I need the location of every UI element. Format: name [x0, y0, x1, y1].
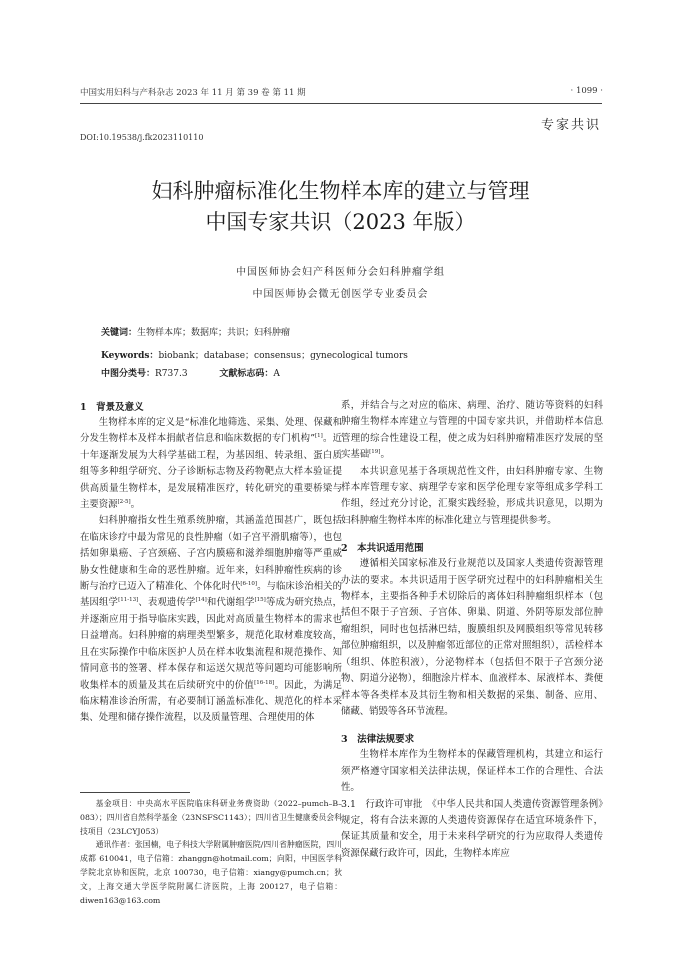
page-subtitle: 中国专家共识（2023 年版）	[205, 210, 476, 234]
citation-marker: [6-10]	[240, 580, 258, 587]
citation-marker: [2-5]	[117, 498, 131, 505]
header-rule	[80, 103, 602, 104]
doi: DOI:10.19538/j.fk2023110110	[80, 133, 204, 142]
keywords-cn-value: 生物样本库；数据库；共识；妇科肿瘤	[137, 328, 291, 338]
citation-marker: [14]	[195, 597, 207, 604]
section-1-paragraph-2: 妇科肿瘤指女性生殖系统肿瘤，其涵盖范围甚广，既包括在临床诊疗中最为常见的良性肿瘤（如子宫平滑肌瘤等），也包括如卵巢癌、子宫颈癌、子宫内膜癌和滋养细胞肿瘤等严重威胁女性健康和生命的恶性肿瘤。近年来，妇科肿瘤性疾病的诊断与治疗已迈入了精准化、个体化时代[6-10]。与临床诊治相关的基因组学[11-13]、表观遗传学[14]和代谢组学[15]等成为研究热点，并逐渐应用于指导临床实践，因此对高质量生物样本的需求也日益增高。妇科肿瘤的病理类型繁多，规范化取材难度较高，且在实际操作中临床医护人员在样本收集流程和规范操作、知情同意书的签署、样本保存和运送欠规范等问题均可能影响所收集样本的质量及其在后续研究中的价值[16-18]。因此，为满足临床精准诊治所需，有必要制订涵盖标准化、规范化的样本采集、处理和储存操作流程，以及质量管理、合理使用的体	[80, 515, 342, 724]
keywords-en-value: biobank；database；consensus；gynecological tumors	[158, 351, 408, 361]
funding-note: 基金项目：中央高水平医院临床科研业务费资助（2022–pumch–B–083）；四川省自然科学基金（23NSFSC1143）；四川省卫生健康委员会科技项目（23LCYJ053）	[80, 799, 342, 836]
author-line-2: 中国医师协会微无创医学专业委员会	[252, 289, 429, 300]
classification	[101, 366, 280, 379]
section-2-paragraph-1: 遵循相关国家标准及行业规范以及国家人类遗传资源管理办法的要求。本共识适用于医学研究过程中的妇科肿瘤相关生物样本，主要指各种手术切除后的离体妇科肿瘤组织样本（包括但不限于子宫颈、子宫体、卵巢、阴道、外阴等原发部位肿瘤组织，同时也包括淋巴结，腹膜组织及网膜组织等常见转移部位肿瘤组织，以及肿瘤邻近部位的正常对照组织），活检样本（组织、体腔积液），分泌物样本（包括但不限于子宫颈分泌物、阴道分泌物），细胞涂片样本、血液样本、尿液样本、粪便样本等各类样本及其衍生物和相关数据的采集、制备、应用、储藏、销毁等各环节流程。	[341, 558, 603, 717]
clc-value: R737.3	[155, 369, 188, 379]
section-3-1-paragraph: 3.1 行政许可审批 《中华人民共和国人类遗传资源管理条例》规定，将有合法来源的人类遗传资源保存在适宜环境条件下，保证其质量和安全，用于未来科学研究的行为应取得人类遗传资源保藏行政许可，因此，生物样本库应	[341, 798, 603, 859]
page-title: 妇科肿瘤标准化生物样本库的建立与管理	[151, 179, 530, 203]
corresponding-author-note: 通讯作者：张国楠，电子科技大学附属肿瘤医院/四川省肿瘤医院，四川 成都 610041，电子信箱：zhanggn@hotmail.com；向阳，中国医学科学院北京协和医院，北京 100730，电子信箱：xiangy@pumch.cn；狄文，上海交通大学医学院附属仁济医院，上海 200127，电子信箱：diwen163@163.com	[80, 840, 342, 905]
footnotes	[80, 797, 342, 907]
right-column	[341, 398, 603, 862]
keywords-en	[101, 348, 408, 361]
citation-marker: [11-13]	[118, 597, 139, 604]
keywords-cn	[101, 325, 290, 338]
journal-running-header: 中国实用妇科与产科杂志 2023 年 11 月 第 39 卷 第 11 期	[80, 88, 306, 98]
section-3-paragraph-1: 生物样本库作为生物样本的保藏管理机构，其建立和运行须严格遵守国家相关法律法规，保证样本工作的合理性、合法性。	[341, 749, 603, 794]
page-number: · 1099 ·	[570, 86, 603, 96]
citation-marker: [15]	[254, 597, 266, 604]
left-column	[80, 400, 342, 727]
citation-marker: [1]	[315, 433, 323, 440]
citation-marker: [16-18]	[254, 679, 275, 686]
section-1-paragraph-1: 生物样本库的定义是“标准化地筛选、采集、处理、保藏和分发生物样本及样本捐献者信息和临床数据的专门机构”[1]。近十年逐渐发展为大科学基础工程，为基因组、转录组、蛋白质组等多种组学研究、分子诊断标志物及药物靶点大样本验证提供高质量生物样本，是发展精准医疗，转化研究的重要桥梁与主要资源[2-5]。	[80, 417, 342, 511]
section-2-heading: 2 本共识适用范围	[341, 543, 424, 555]
keywords-en-label: Keywords：	[101, 351, 159, 361]
section-tag: 专家共识	[540, 118, 601, 133]
section-1-heading: 1 背景及意义	[80, 402, 144, 413]
keywords-cn-label: 关键词：	[101, 328, 138, 338]
doc-code-label: 文献标志码：	[219, 369, 274, 379]
doc-code-value: A	[273, 369, 280, 379]
clc-label: 中图分类号：	[101, 369, 156, 379]
section-1-paragraph-4: 本共识意见基于各项规范性文件，由妇科肿瘤专家、生物样本库管理专家、病理学专家和医学伦理专家等组成多学科工作组，经过充分讨论，汇聚实践经验，形成共识意见，以期为妇科肿瘤生物样本库的标准化建立与管理提供参考。	[341, 465, 603, 526]
section-1-paragraph-3: 系，并结合与之对应的临床、病理、治疗、随访等资料的妇科肿瘤生物样本库建立与管理的中国专家共识，并借助样本信息管理的综合性建设工程，使之成为妇科肿瘤精准医疗发展的坚实基础[19]。	[341, 400, 603, 461]
citation-marker: [19]	[369, 449, 381, 456]
section-3-heading: 3 法律法规要求	[341, 734, 415, 746]
footnote-rule	[80, 792, 190, 793]
author-line-1: 中国医师协会妇产科医师分会妇科肿瘤学组	[236, 267, 445, 278]
